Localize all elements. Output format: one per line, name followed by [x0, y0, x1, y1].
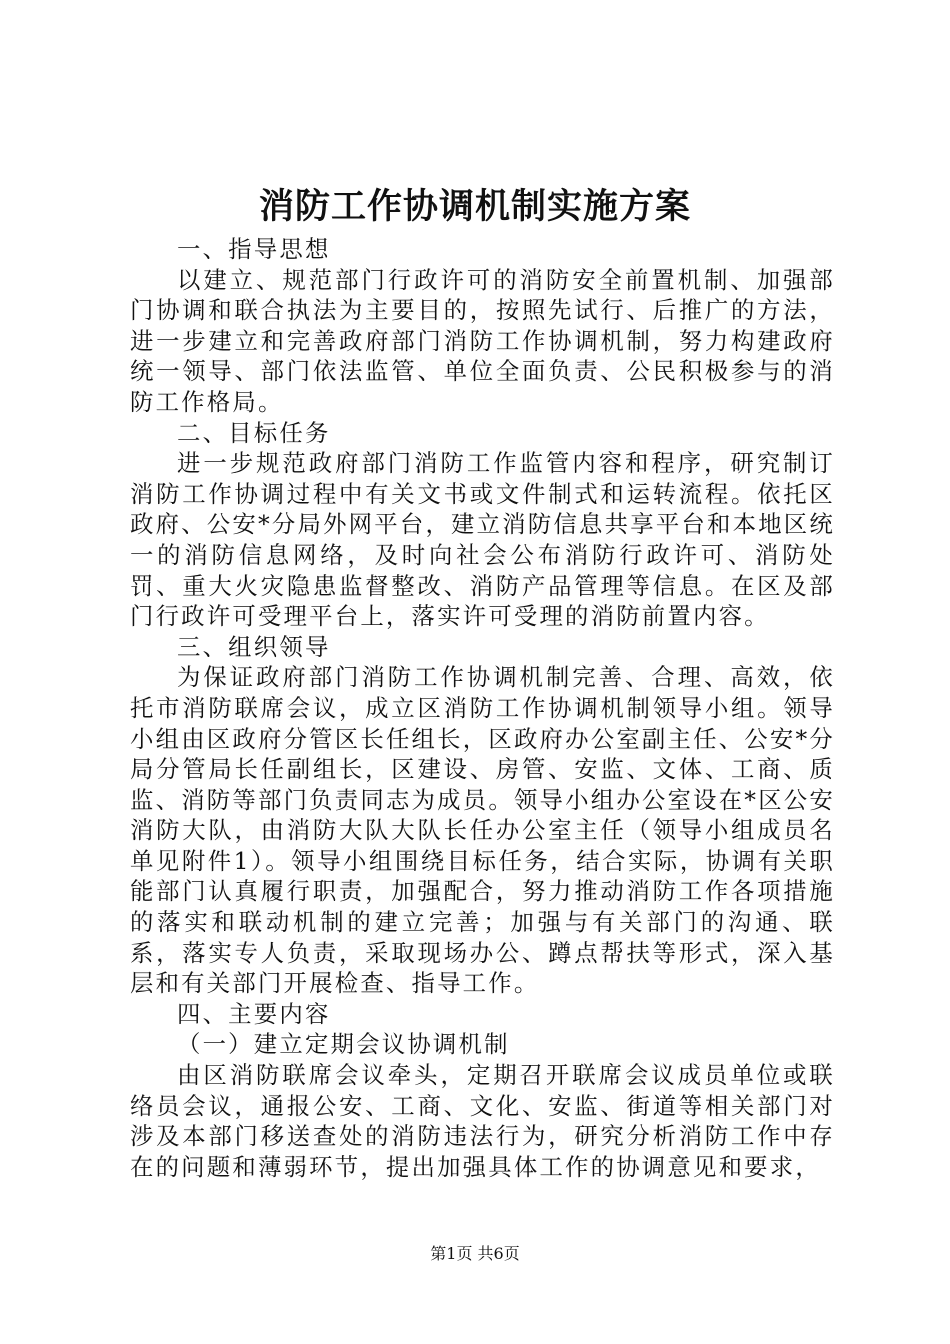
section-heading: 二、目标任务: [177, 418, 331, 447]
paragraph: 以建立、规范部门行政许可的消防安全前置机制、加强部门协调和联合执法为主要目的，按照先试行、后推广的方法，进一步建立和完善政府部门消防工作协调机制，努力构建政府统一领导、部门依法监管、单位全面负责、公民积极参与的消防工作格局。: [130, 265, 835, 416]
section-heading: 三、组织领导: [177, 632, 331, 661]
paragraph: 由区消防联席会议牵头，定期召开联席会议成员单位或联络员会议，通报公安、工商、文化、安监、街道等相关部门对涉及本部门移送查处的消防违法行为，研究分析消防工作中存在的问题和薄弱环节，提出加强具体工作的协调意见和要求，: [130, 1061, 835, 1181]
section-heading: 一、指导思想: [177, 235, 331, 263]
paragraph: 进一步规范政府部门消防工作监管内容和程序，研究制订消防工作协调过程中有关文书或文件制式和运转流程。依托区政府、公安*分局外网平台，建立消防信息共享平台和本地区统一的消防信息网络，及时向社会公布消防行政许可、消防处罚、重大火灾隐患监督整改、消防产品管理等信息。在区及部门行政许可受理平台上，落实许可受理的消防前置内容。: [130, 449, 835, 631]
subsection-heading: （一）建立定期会议协调机制: [177, 1030, 510, 1059]
page-number-footer: 第1页 共6页: [430, 1244, 520, 1263]
document-body: [130, 234, 835, 1182]
section-heading: 四、主要内容: [177, 999, 331, 1028]
paragraph: 为保证政府部门消防工作协调机制完善、合理、高效，依托市消防联席会议，成立区消防工作协调机制领导小组。领导小组由区政府分管区长任组长，区政府办公室副主任、公安*分局分管局长任副组长，区建设、房管、安监、文体、工商、质监、消防等部门负责同志为成员。领导小组办公室设在*区公安消防大队，由消防大队大队长任办公室主任（领导小组成员名单见附件1）。领导小组围绕目标任务，结合实际，协调有关职能部门认真履行职责，加强配合，努力推动消防工作各项措施的落实和联动机制的建立完善；加强与有关部门的沟通、联系，落实专人负责，采取现场办公、蹲点帮扶等形式，深入基层和有关部门开展检查、指导工作。: [130, 663, 835, 998]
document-title: 消防工作协调机制实施方案: [258, 186, 691, 227]
